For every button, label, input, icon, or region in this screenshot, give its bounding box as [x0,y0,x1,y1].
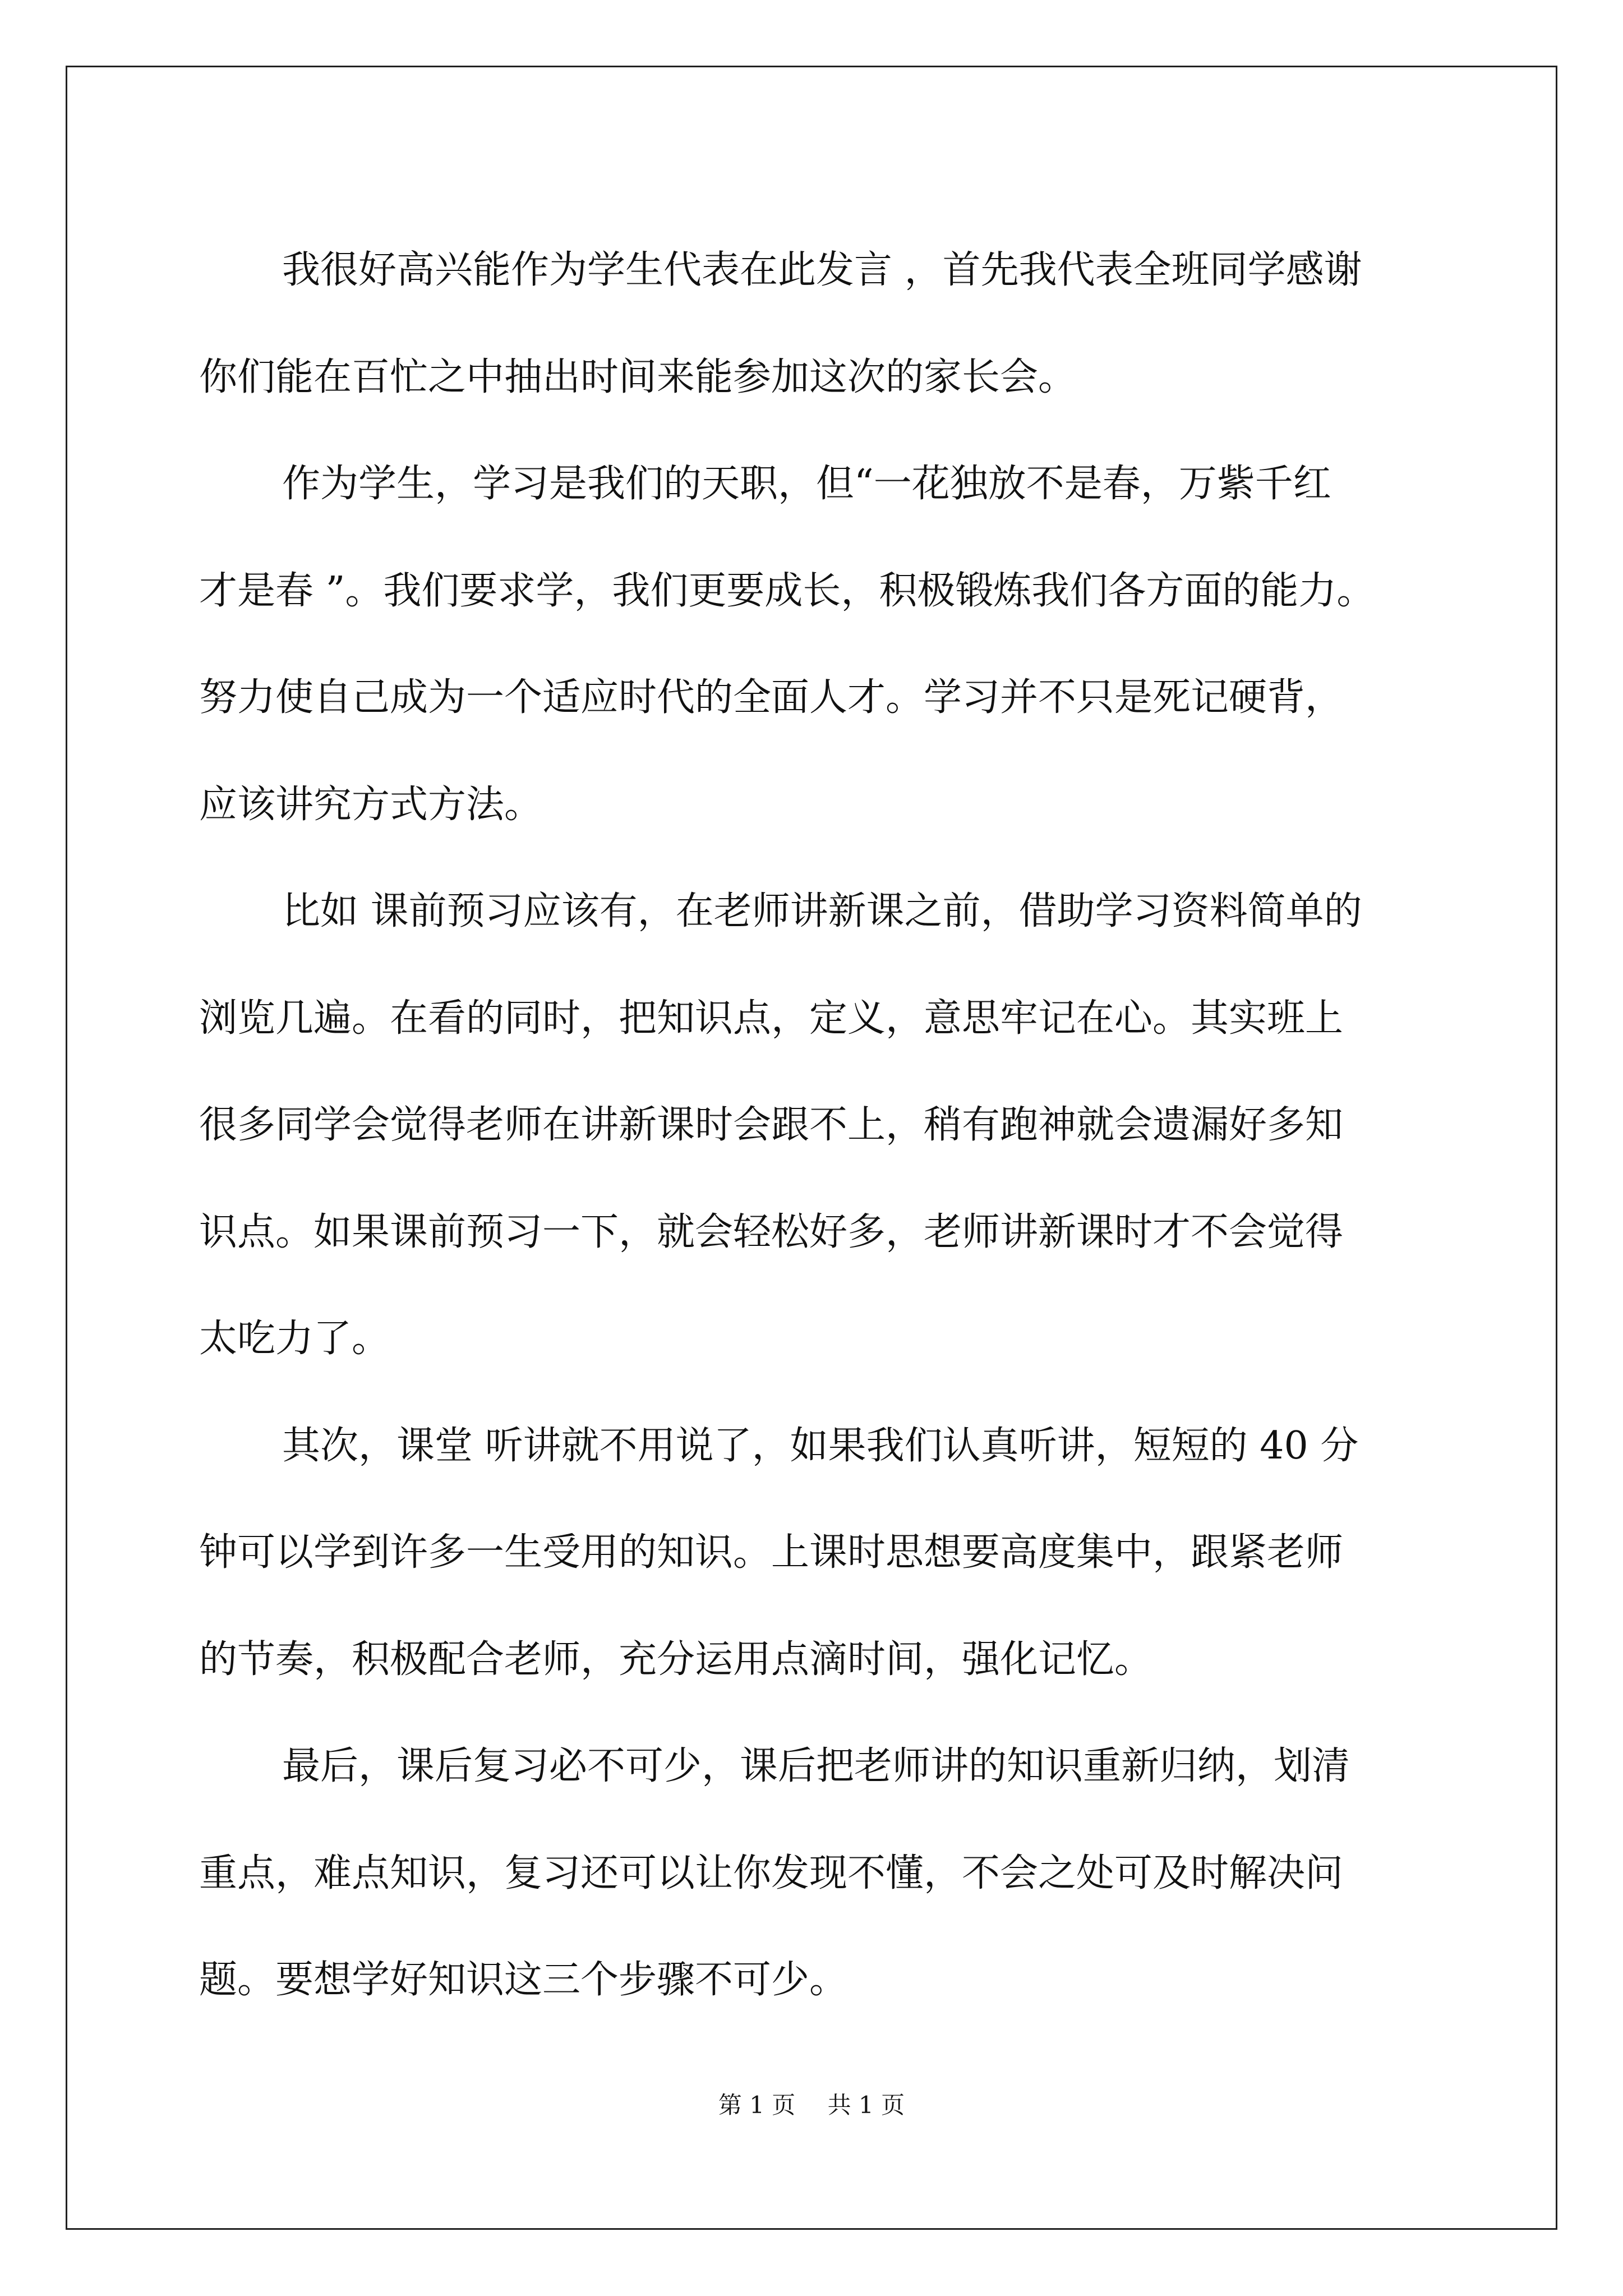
paragraph-line: 的节奏，积极配合老师，充分运用点滴时间，强化记忆。 [199,1637,1153,1682]
page-total: 共 1 页 [827,2091,905,2119]
page-number: 第 1 页 [718,2091,796,2119]
paragraph-line: 努力使自己成为一个适应时代的全面人才。学习并不只是死记硬背， [199,675,1344,720]
page-footer [0,2087,1623,2120]
paragraph-line: 我很好高兴能作为学生代表在此发言 ，首先我代表全班同学感谢 [282,248,1362,292]
paragraph-line: 其次，课堂 听讲就不用说了，如果我们认真听讲，短短的 40 分 [282,1423,1359,1468]
paragraph-line: 太吃力了。 [199,1317,390,1361]
paragraph-line: 比如 课前预习应该有，在老师讲新课之前，借助学习资料简单的 [282,889,1362,933]
paragraph-line: 你们能在百忙之中抽出时间来能参加这次的家长会。 [199,355,1077,399]
paragraph-line: 题。要想学好知识这三个步骤不可少。 [199,1958,848,2002]
paragraph-line: 很多同学会觉得老师在讲新课时会跟不上，稍有跑神就会遗漏好多知 [199,1103,1344,1147]
paragraph-line: 才是春 ”。我们要求学，我们更要成长，积极锻炼我们各方面的能力。 [199,568,1375,613]
paragraph-line: 浏览几遍。在看的同时，把知识点，定义，意思牢记在心。其实班上 [199,996,1344,1041]
paragraph-line: 重点，难点知识，复习还可以让你发现不懂，不会之处可及时解决问 [199,1851,1344,1895]
paragraph-line: 作为学生，学习是我们的天职，但“一花独放不是春，万紫千红 [282,462,1331,506]
paragraph-line: 最后，课后复习必不可少，课后把老师讲的知识重新归纳，划清 [282,1744,1350,1788]
paragraph-line: 应该讲究方式方法。 [199,782,543,827]
paragraph-line: 识点。如果课前预习一下，就会轻松好多，老师讲新课时才不会觉得 [199,1209,1344,1254]
document-body [199,217,1422,2034]
paragraph-line: 钟可以学到许多一生受用的知识。上课时思想要高度集中，跟紧老师 [199,1530,1344,1575]
